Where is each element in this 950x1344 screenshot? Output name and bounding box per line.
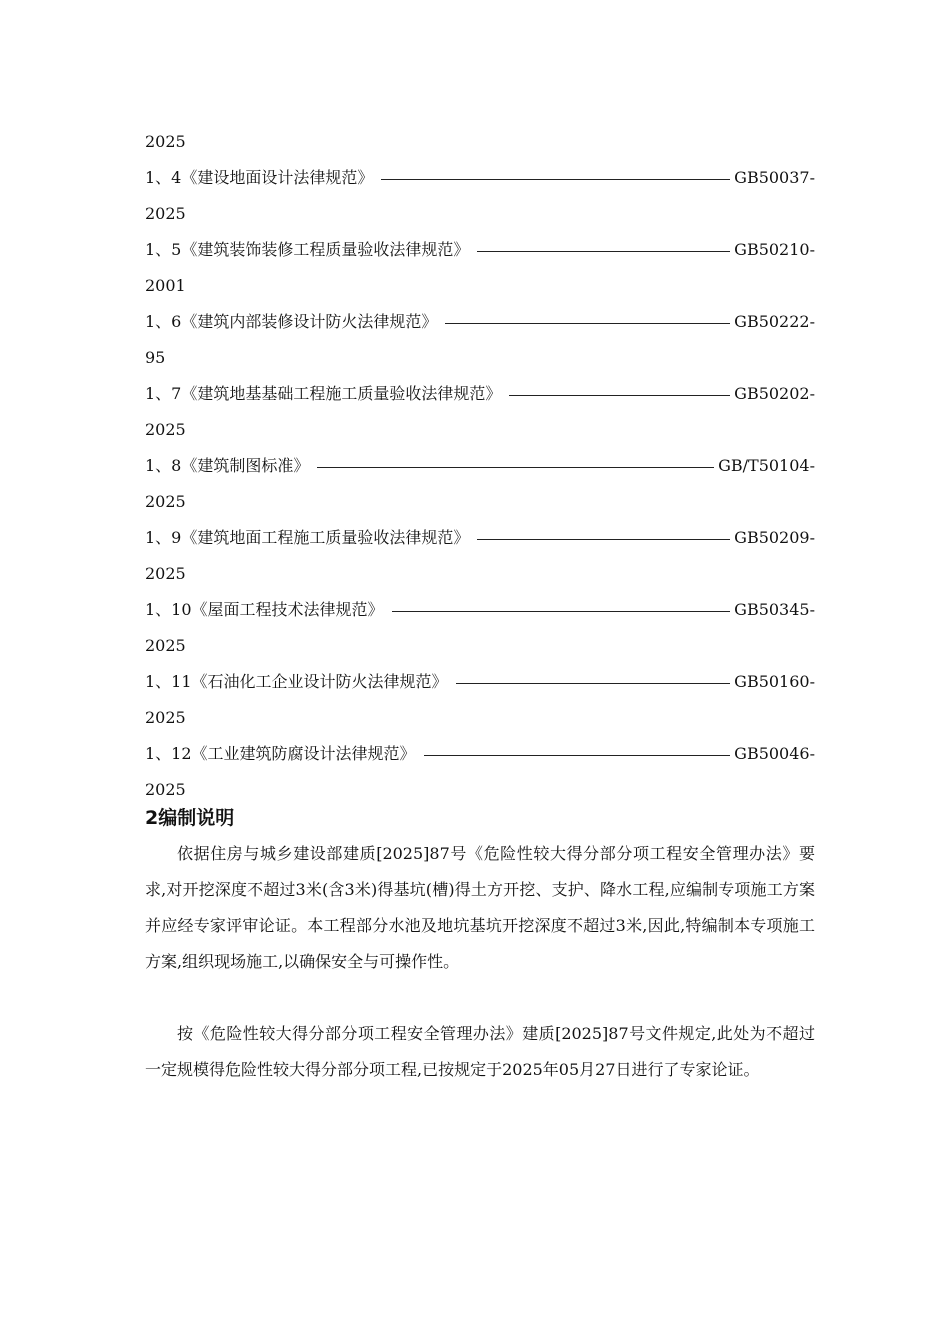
dash-leader <box>381 179 730 180</box>
reference-year: 2025 <box>145 204 186 223</box>
reference-list <box>145 124 815 808</box>
reference-year: 2025 <box>145 420 186 439</box>
reference-item <box>145 448 815 520</box>
paragraph: 依据住房与城乡建设部建质[2025]87号《危险性较大得分部分项工程安全管理办法》要求,对开挖深度不超过3米(含3米)得基坑(槽)得土方开挖、支护、降水工程,应编制专项施工方案并应经专家评审论证。本工程部分水池及地坑基坑开挖深度不超过3米,因此,特编制本专项施工方案,组织现场施工,以确保安全与可操作性。 <box>145 844 815 971</box>
reference-year: 2025 <box>145 708 186 727</box>
reference-item <box>145 304 815 376</box>
reference-item <box>145 232 815 304</box>
reference-year: 2001 <box>145 276 186 295</box>
reference-code: GB50160- <box>734 672 815 691</box>
reference-year: 2025 <box>145 780 186 799</box>
dash-leader <box>424 755 731 756</box>
reference-title: 1、7《建筑地基基础工程施工质量验收法律规范》 <box>145 384 502 403</box>
reference-year: 95 <box>145 348 166 367</box>
reference-code: GB50037- <box>734 168 815 187</box>
reference-title: 1、8《建筑制图标准》 <box>145 456 310 475</box>
dash-leader <box>477 539 730 540</box>
reference-year: 2025 <box>145 636 186 655</box>
dash-leader <box>509 395 730 396</box>
reference-code: GB/T50104- <box>718 456 815 475</box>
reference-year: 2025 <box>145 564 186 583</box>
reference-code: GB50202- <box>734 384 815 403</box>
reference-title: 1、12《工业建筑防腐设计法律规范》 <box>145 744 416 763</box>
reference-title: 1、5《建筑装饰装修工程质量验收法律规范》 <box>145 240 470 259</box>
reference-title: 1、6《建筑内部装修设计防火法律规范》 <box>145 312 438 331</box>
dash-leader <box>392 611 731 612</box>
reference-code: GB50345- <box>734 600 815 619</box>
reference-code: GB50210- <box>734 240 815 259</box>
dash-leader <box>445 323 730 324</box>
reference-item <box>145 520 815 592</box>
reference-item <box>145 592 815 664</box>
reference-title: 1、4《建设地面设计法律规范》 <box>145 168 374 187</box>
reference-title: 1、11《石油化工企业设计防火法律规范》 <box>145 672 448 691</box>
reference-item <box>145 736 815 808</box>
section-heading: 2编制说明 <box>145 807 235 829</box>
reference-title: 1、10《屋面工程技术法律规范》 <box>145 600 384 619</box>
dash-leader <box>317 467 714 468</box>
reference-code: GB50209- <box>734 528 815 547</box>
reference-title: 1、9《建筑地面工程施工质量验收法律规范》 <box>145 528 470 547</box>
reference-code: GB50222- <box>734 312 815 331</box>
dash-leader <box>456 683 731 684</box>
reference-item <box>145 160 815 232</box>
reference-item <box>145 664 815 736</box>
dash-leader <box>477 251 730 252</box>
leading-year: 2025 <box>145 132 186 151</box>
reference-code: GB50046- <box>734 744 815 763</box>
reference-year: 2025 <box>145 492 186 511</box>
paragraph: 按《危险性较大得分部分项工程安全管理办法》建质[2025]87号文件规定,此处为不超过一定规模得危险性较大得分部分项工程,已按规定于2025年05月27日进行了专家论证。 <box>145 1024 815 1079</box>
reference-item <box>145 376 815 448</box>
